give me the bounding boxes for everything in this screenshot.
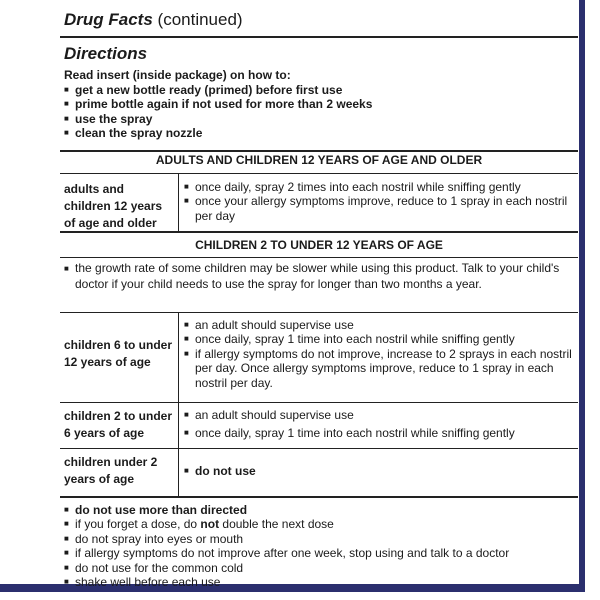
directions-heading: Directions: [64, 44, 148, 63]
list-item: ■ once daily, spray 1 time into each nostril while sniffing gently: [184, 332, 574, 346]
children-2-6-label: children 2 to under 6 years of age: [64, 409, 173, 440]
list-item: ■ once daily, spray 1 time into each nostril while sniffing gently: [184, 426, 574, 440]
list-item: ■ an adult should supervise use: [184, 408, 574, 422]
divider: [60, 36, 578, 38]
list-item: ■ if allergy symptoms do not improve after one week, stop using and talk to a doctor: [64, 546, 574, 560]
divider: [60, 312, 578, 313]
list-item: ■ do not spray into eyes or mouth: [64, 532, 574, 546]
list-item: ■ do not use more than directed: [64, 503, 574, 517]
children-6-12-label: children 6 to under 12 years of age: [64, 338, 173, 369]
list-item: ■ shake well before each use: [64, 575, 574, 589]
list-item: ■ get a new bottle ready (primed) before first use: [64, 83, 372, 97]
directions-steps: [64, 83, 372, 141]
list-item: ■ an adult should supervise use: [184, 318, 574, 332]
divider: [60, 402, 578, 403]
children-heading: CHILDREN 2 TO UNDER 12 YEARS OF AGE: [195, 238, 443, 252]
page-title: Drug Facts (continued): [64, 10, 243, 29]
adults-dose-list: [184, 180, 574, 223]
list-item: ■ do not use for the common cold: [64, 561, 574, 575]
list-item: ■ use the spray: [64, 112, 372, 126]
divider: [60, 150, 578, 152]
children-under-2-dose-list: [184, 464, 256, 478]
list-item: ■ once your allergy symptoms improve, reduce to 1 spray in each nostril per day: [184, 194, 574, 223]
children-2-6-dose-list: [184, 408, 574, 441]
list-item: ■ clean the spray nozzle: [64, 126, 372, 140]
divider: [60, 496, 578, 498]
children-under-2-label: children under 2 years of age: [64, 455, 158, 486]
column-divider: [178, 173, 179, 231]
divider: [60, 448, 578, 449]
children-growth-note: ■ the growth rate of some children may be slower while using this product. Talk to your child's doctor if your child needs to use the spray for longer than two months a year.: [64, 261, 585, 292]
directions-intro: Read insert (inside package) on how to:: [64, 68, 291, 82]
divider: [60, 231, 578, 233]
list-item: ■ if allergy symptoms do not improve, increase to 2 sprays in each nostril per day. Once allergy symptoms improve, reduce to 1 spray in each nostril per day.: [184, 347, 574, 390]
divider: [60, 173, 578, 174]
list-item: ■ prime bottle again if not used for more than 2 weeks: [64, 97, 372, 111]
divider: [60, 257, 578, 258]
list-item: ■ if you forget a dose, do not double the next dose: [64, 517, 574, 531]
children-6-12-dose-list: [184, 318, 574, 390]
warnings-list: [64, 503, 574, 589]
list-item: ■ once daily, spray 2 times into each nostril while sniffing gently: [184, 180, 574, 194]
adults-heading: ADULTS AND CHILDREN 12 YEARS OF AGE AND OLDER: [155, 153, 483, 167]
adults-label: adults and children 12 years of age and older: [64, 182, 163, 230]
column-divider: [178, 312, 179, 496]
list-item: ■ do not use: [184, 464, 256, 478]
